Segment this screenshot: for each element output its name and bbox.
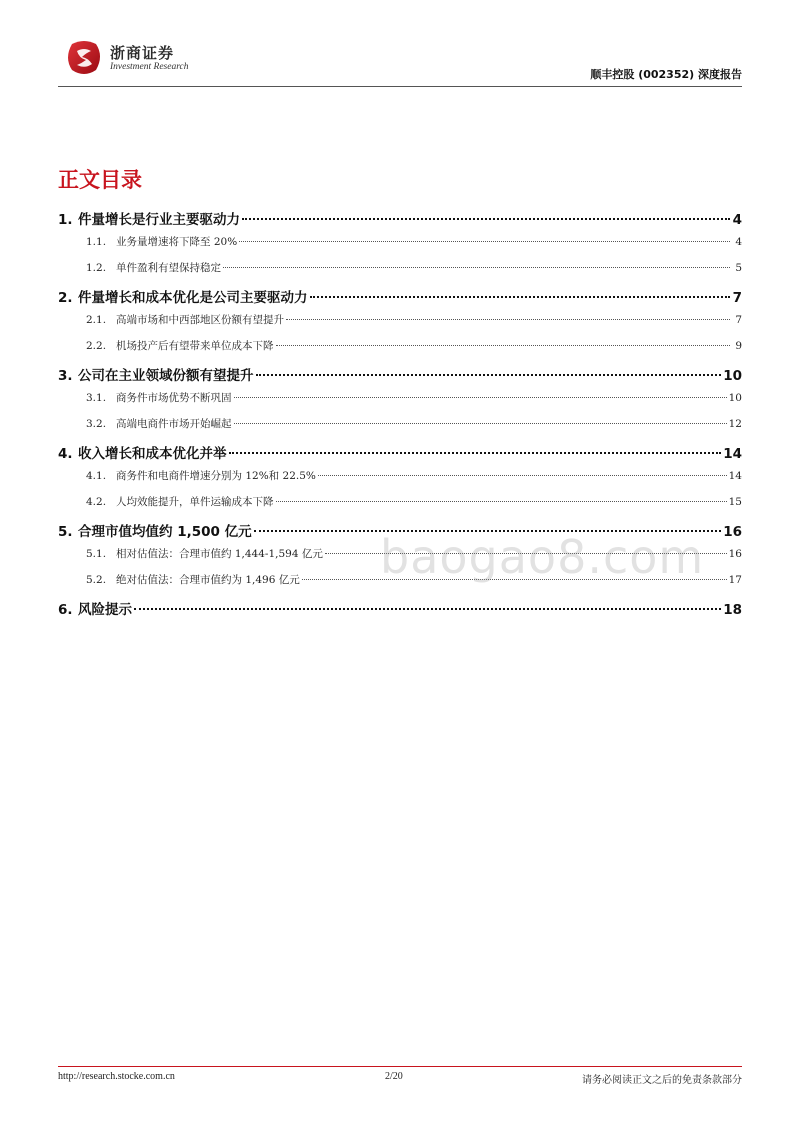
toc-leader-dots: [276, 500, 727, 502]
toc-entry-page: 4: [735, 236, 742, 248]
page-number: 2/20: [385, 1071, 403, 1082]
toc-entry-title: 件量增长和成本优化是公司主要驱动力: [78, 290, 308, 306]
toc-entry-number: 4.1.: [86, 470, 107, 482]
footer-divider: [58, 1066, 742, 1067]
toc-leader-dots: [310, 295, 731, 298]
toc-entry-title: 绝对估值法：合理市值约为 1,496 亿元: [116, 574, 300, 586]
toc-entry-6[interactable]: [58, 598, 742, 624]
toc-entry-1-2[interactable]: [58, 260, 742, 286]
toc-entry-page: 7: [732, 290, 742, 306]
toc-leader-dots: [254, 529, 722, 532]
toc-leader-dots: [229, 451, 722, 454]
toc-entry-title: 高端电商件市场开始崛起: [116, 418, 232, 430]
toc-entry-page: 17: [728, 574, 742, 586]
toc-entry-number: 3.2.: [86, 418, 107, 430]
toc-entry-page: 10: [723, 368, 742, 384]
brand-subtitle: Investment Research: [110, 62, 189, 72]
brand-name: 浙商证券: [110, 44, 175, 62]
toc-entry-page: 14: [723, 446, 742, 462]
toc-entry-page: 7: [735, 314, 742, 326]
report-title: 顺丰控股 (002352) 深度报告: [590, 68, 742, 81]
toc-entry-2[interactable]: [58, 286, 742, 312]
toc-entry-title: 商务件和电商件增速分别为 12%和 22.5%: [116, 470, 316, 482]
footer-url[interactable]: http://research.stocke.com.cn: [58, 1071, 175, 1082]
toc-entry-number: 1.: [58, 212, 73, 228]
toc-entry-2-2[interactable]: [58, 338, 742, 364]
toc-entry-page: 16: [723, 524, 742, 540]
toc-entry-title: 商务件市场优势不断巩固: [116, 392, 232, 404]
header-divider: [58, 86, 742, 87]
toc-leader-dots: [256, 373, 722, 376]
toc-entry-number: 2.2.: [86, 340, 107, 352]
toc-entry-number: 2.: [58, 290, 73, 306]
toc-leader-dots: [242, 217, 730, 220]
toc-entry-5-1[interactable]: [58, 546, 742, 572]
toc-entry-number: 1.2.: [86, 262, 107, 274]
toc-entry-3[interactable]: [58, 364, 742, 390]
toc-entry-number: 4.: [58, 446, 73, 462]
toc-entry-title: 相对估值法：合理市值约 1,444-1,594 亿元: [116, 548, 323, 560]
toc-entry-number: 3.1.: [86, 392, 107, 404]
toc-entry-number: 5.1.: [86, 548, 107, 560]
toc-entry-number: 5.2.: [86, 574, 107, 586]
toc-entry-title: 公司在主业领域份额有望提升: [78, 368, 254, 384]
page-header: [58, 34, 742, 86]
toc-entry-title: 高端市场和中西部地区份额有望提升: [116, 314, 284, 326]
toc-entry-number: 1.1.: [86, 236, 107, 248]
toc-entry-1[interactable]: [58, 208, 742, 234]
toc-leader-dots: [239, 240, 730, 242]
toc-entry-page: 16: [728, 548, 742, 560]
toc-entry-4[interactable]: [58, 442, 742, 468]
toc-entry-number: 5.: [58, 524, 73, 540]
toc-entry-title: 单件盈利有望保持稳定: [116, 262, 221, 274]
toc-entry-title: 收入增长和成本优化并举: [78, 446, 227, 462]
toc-entry-page: 9: [735, 340, 742, 352]
toc-entry-4-1[interactable]: [58, 468, 742, 494]
zheshang-securities-logo-icon: [64, 38, 104, 78]
toc-entry-number: 2.1.: [86, 314, 107, 326]
table-of-contents: [58, 208, 742, 624]
toc-entry-number: 4.2.: [86, 496, 107, 508]
toc-entry-number: 6.: [58, 602, 73, 618]
toc-leader-dots: [318, 474, 727, 476]
toc-entry-5-2[interactable]: [58, 572, 742, 598]
toc-entry-number: 3.: [58, 368, 73, 384]
toc-leader-dots: [276, 344, 731, 346]
toc-leader-dots: [223, 266, 730, 268]
toc-leader-dots: [325, 552, 727, 554]
toc-leader-dots: [286, 318, 730, 320]
watermark: baogao8.com: [380, 530, 705, 584]
toc-entry-page: 4: [732, 212, 742, 228]
toc-entry-title: 人均效能提升，单件运输成本下降: [116, 496, 274, 508]
toc-entry-page: 5: [735, 262, 742, 274]
toc-entry-title: 合理市值均值约 1,500 亿元: [78, 524, 252, 540]
toc-leader-dots: [302, 578, 727, 580]
toc-entry-1-1[interactable]: [58, 234, 742, 260]
toc-leader-dots: [134, 607, 721, 610]
toc-entry-3-1[interactable]: [58, 390, 742, 416]
toc-heading: 正文目录: [58, 168, 142, 192]
toc-entry-page: 18: [723, 602, 742, 618]
toc-entry-title: 件量增长是行业主要驱动力: [78, 212, 240, 228]
toc-entry-page: 15: [728, 496, 742, 508]
toc-entry-page: 14: [728, 470, 742, 482]
toc-entry-title: 机场投产后有望带来单位成本下降: [116, 340, 274, 352]
toc-leader-dots: [234, 396, 727, 398]
toc-entry-page: 10: [728, 392, 742, 404]
footer-disclaimer: 请务必阅读正文之后的免责条款部分: [582, 1075, 742, 1086]
toc-entry-3-2[interactable]: [58, 416, 742, 442]
toc-entry-title: 风险提示: [78, 602, 132, 618]
toc-entry-title: 业务量增速将下降至 20%: [116, 236, 238, 248]
toc-entry-4-2[interactable]: [58, 494, 742, 520]
toc-entry-2-1[interactable]: [58, 312, 742, 338]
toc-leader-dots: [234, 422, 727, 424]
toc-entry-5[interactable]: [58, 520, 742, 546]
toc-entry-page: 12: [728, 418, 742, 430]
